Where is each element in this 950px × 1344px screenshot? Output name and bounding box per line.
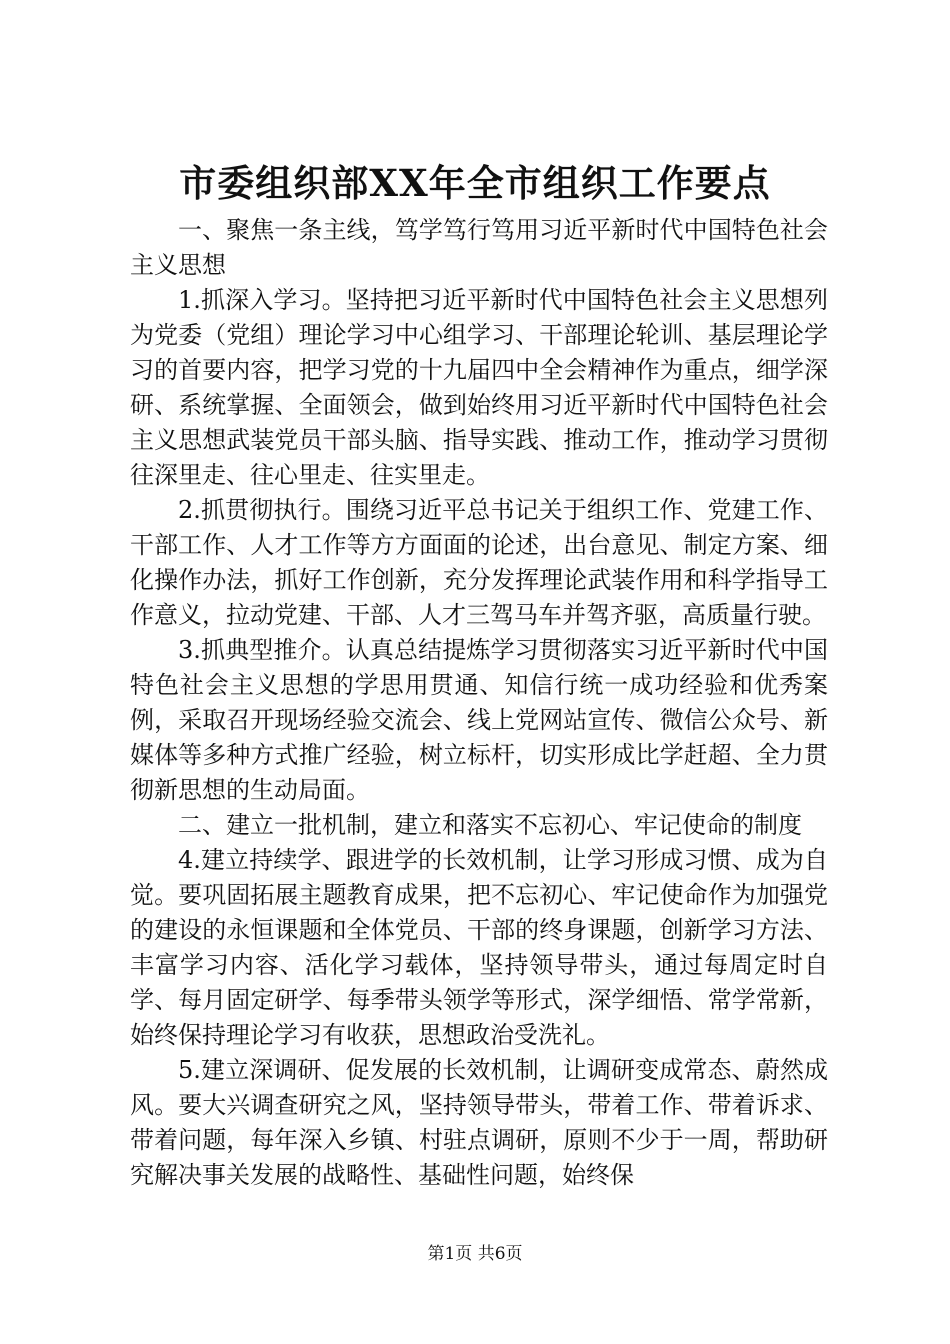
paragraph-item-4: 4.建立持续学、跟进学的长效机制，让学习形成习惯、成为自觉。要巩固拓展主题教育成果，把不忘初心、牢记使命作为加强党的建设的永恒课题和全体党员、干部的终身课题，创新学习方法、丰富学习内容、活化学习载体，坚持领导带头，通过每周定时自学、每月固定研学、每季带头领学等形式，深学细悟、常学常新，始终保持理论学习有收获，思想政治受洗礼。 (130, 846, 828, 1049)
paragraph-item-2: 2.抓贯彻执行。围绕习近平总书记关于组织工作、党建工作、干部工作、人才工作等方方面面的论述，出台意见、制定方案、细化操作办法，抓好工作创新，充分发挥理论武装作用和科学指导工作意义，拉动党建、干部、人才三驾马车并驾齐驱，高质量行驶。 (130, 496, 828, 629)
paragraph-item-5: 5.建立深调研、促发展的长效机制，让调研变成常态、蔚然成风。要大兴调查研究之风，坚持领导带头，带着工作、带着诉求、带着问题，每年深入乡镇、村驻点调研，原则不少于一周，帮助研究解决事关发展的战略性、基础性问题，始终保 (130, 1056, 828, 1189)
section-heading-1: 一、聚焦一条主线，笃学笃行笃用习近平新时代中国特色社会主义思想 (130, 216, 828, 279)
section-heading-2: 二、建立一批机制，建立和落实不忘初心、牢记使命的制度 (178, 811, 802, 839)
document-body (130, 213, 828, 1193)
document-title: 市委组织部XX年全市组织工作要点 (179, 161, 771, 205)
paragraph-item-3: 3.抓典型推介。认真总结提炼学习贯彻落实习近平新时代中国特色社会主义思想的学思用贯通、知信行统一成功经验和优秀案例，采取召开现场经验交流会、线上党网站宣传、微信公众号、新媒体等多种方式推广经验，树立标杆，切实形成比学赶超、全力贯彻新思想的生动局面。 (130, 636, 828, 804)
page-number-footer: 第1页 共6页 (427, 1244, 523, 1264)
paragraph-item-1: 1.抓深入学习。坚持把习近平新时代中国特色社会主义思想列为党委（党组）理论学习中心组学习、干部理论轮训、基层理论学习的首要内容，把学习党的十九届四中全会精神作为重点，细学深研、系统掌握、全面领会，做到始终用习近平新时代中国特色社会主义思想武装党员干部头脑、指导实践、推动工作，推动学习贯彻往深里走、往心里走、往实里走。 (130, 286, 828, 489)
